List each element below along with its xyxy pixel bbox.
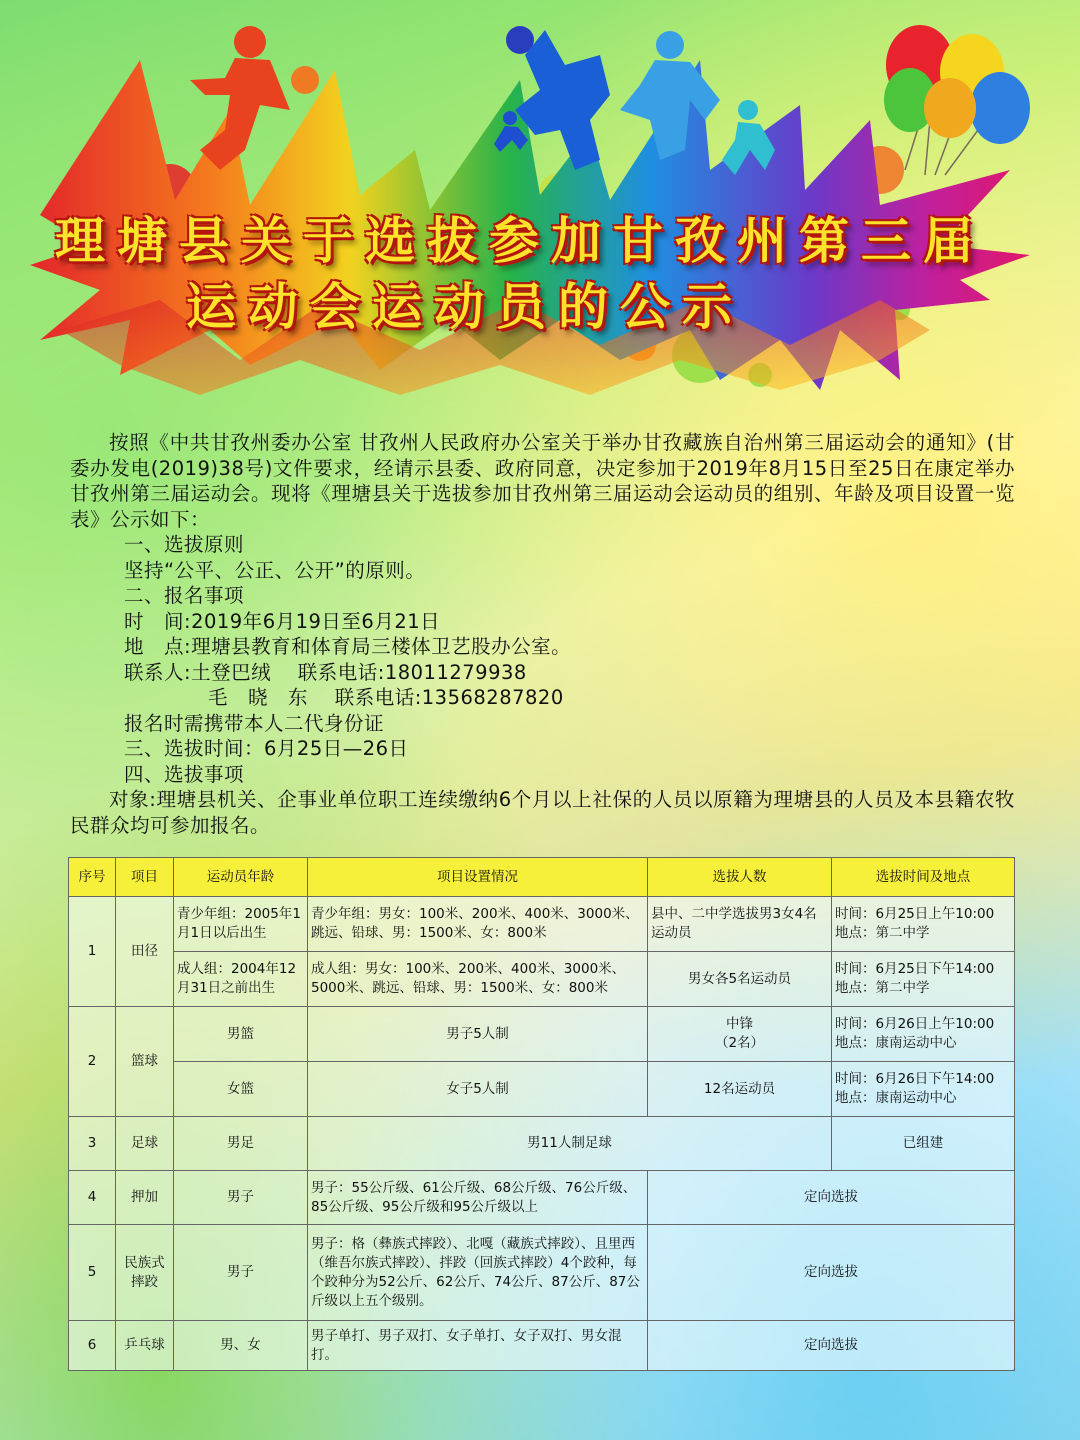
section-1-heading: 一、选拔原则 bbox=[124, 533, 245, 556]
contact-2: 毛 晓 东 联系电话:13568287820 bbox=[208, 686, 564, 709]
row-events: 成人组：男女：100米、200米、400米、3000米、5000米、跳远、铅球、男：1500米、女：800米 bbox=[308, 952, 648, 1007]
row-status: 已组建 bbox=[832, 1117, 1015, 1171]
row-events: 女子5人制 bbox=[308, 1062, 648, 1117]
section-4-heading: 四、选拔事项 bbox=[124, 762, 245, 786]
eligibility-text: 对象:理塘县机关、企事业单位职工连续缴纳6个月以上社保的人员以原籍为理塘县的人员及本县籍农牧民群众均可参加报名。 bbox=[70, 788, 1015, 837]
col-header-sport: 项目 bbox=[116, 858, 174, 897]
row-age: 男子 bbox=[174, 1225, 308, 1321]
row-time: 时间：6月25日下午14:00 bbox=[835, 961, 995, 977]
balloons bbox=[884, 25, 1030, 175]
row-sport: 乒乓球 bbox=[116, 1321, 174, 1371]
row-no: 4 bbox=[69, 1171, 116, 1225]
section-1-text: 坚持“公平、公正、公开”的原则。 bbox=[124, 558, 426, 582]
contact-1: 联系人:土登巴绒 联系电话:18011279938 bbox=[124, 660, 527, 684]
row-no: 5 bbox=[69, 1225, 116, 1321]
row-age: 男子 bbox=[174, 1171, 308, 1225]
row-count-line-1: 中锋 bbox=[726, 1016, 753, 1032]
selection-table-container bbox=[68, 857, 1014, 1371]
table-row bbox=[69, 1171, 1015, 1225]
col-header-no: 序号 bbox=[69, 858, 116, 897]
row-age: 成人组：2004年12月31日之前出生 bbox=[174, 952, 308, 1007]
row-age: 男、女 bbox=[174, 1321, 308, 1371]
row-place: 地点：第二中学 bbox=[835, 925, 930, 941]
col-header-time-place: 选拔时间及地点 bbox=[832, 858, 1015, 897]
registration-time: 时 间:2019年6月19日至6月21日 bbox=[124, 609, 441, 633]
col-header-events: 项目设置情况 bbox=[308, 858, 648, 897]
row-age: 男足 bbox=[174, 1117, 308, 1171]
table-row bbox=[69, 1062, 1015, 1117]
row-count: 12名运动员 bbox=[648, 1062, 832, 1117]
table-row bbox=[69, 897, 1015, 952]
row-count: 男女各5名运动员 bbox=[648, 952, 832, 1007]
row-time: 时间：6月25日上午10:00 bbox=[835, 906, 995, 922]
row-time-place bbox=[832, 952, 1015, 1007]
registration-place: 地 点:理塘县教育和体育局三楼体卫艺股办公室。 bbox=[124, 635, 572, 658]
table-row bbox=[69, 1321, 1015, 1371]
row-status: 定向选拔 bbox=[648, 1171, 1015, 1225]
row-no: 6 bbox=[69, 1321, 116, 1371]
poster-header bbox=[0, 0, 1080, 420]
row-sport: 足球 bbox=[116, 1117, 174, 1171]
row-no: 3 bbox=[69, 1117, 116, 1171]
title-line-1: 理塘县关于选拔参加甘孜州第三届 bbox=[55, 211, 985, 270]
poster-title bbox=[0, 208, 1080, 340]
table-row bbox=[69, 952, 1015, 1007]
row-count: 县中、二中学选拔男3女4名运动员 bbox=[648, 897, 832, 952]
row-count bbox=[648, 1007, 832, 1062]
title-line-2: 运动会运动员的公示 bbox=[186, 277, 744, 336]
table-header-row bbox=[69, 858, 1015, 897]
id-card-note: 报名时需携带本人二代身份证 bbox=[124, 711, 385, 735]
row-count-line-2: （2名） bbox=[714, 1035, 765, 1051]
row-events: 男子：55公斤级、61公斤级、68公斤级、76公斤级、85公斤级、95公斤级和95公斤级以上 bbox=[308, 1171, 648, 1225]
intro-paragraph: 按照《中共甘孜州委办公室 甘孜州人民政府办公室关于举办甘孜藏族自治州第三届运动会的通知》(甘委办发电(2019)38号)文件要求，经请示县委、政府同意，决定参加于2019年8月15日至25日在康定举办甘孜州第三届运动会。现将《理塘县关于选拔参加甘孜州第三届运动会运动员的组别、年龄及项目设置一览表》公示如下： bbox=[70, 431, 1015, 531]
row-events: 男子5人制 bbox=[308, 1007, 648, 1062]
table-row bbox=[69, 1225, 1015, 1321]
row-events: 男子单打、男子双打、女子单打、女子双打、男女混打。 bbox=[308, 1321, 648, 1371]
row-time: 时间：6月26日下午14:00 bbox=[835, 1071, 995, 1087]
col-header-age: 运动员年龄 bbox=[174, 858, 308, 897]
notice-body bbox=[70, 430, 1015, 838]
row-age: 女篮 bbox=[174, 1062, 308, 1117]
row-events: 男子：格（彝族式摔跤）、北嘎（藏族式摔跤）、且里西（维吾尔族式摔跤）、拌跤（回族式摔跤）4个跤种，每个跤种分为52公斤、62公斤、74公斤、87公斤、87公斤级以上五个级别。 bbox=[308, 1225, 648, 1321]
row-status: 定向选拔 bbox=[648, 1225, 1015, 1321]
row-status: 定向选拔 bbox=[648, 1321, 1015, 1371]
row-no: 2 bbox=[69, 1007, 116, 1117]
row-sport: 田径 bbox=[116, 897, 174, 1007]
row-time: 时间：6月26日上午10:00 bbox=[835, 1016, 995, 1032]
row-sport: 篮球 bbox=[116, 1007, 174, 1117]
row-events: 青少年组：男女：100米、200米、400米、3000米、跳远、铅球、男：1500米、女：800米 bbox=[308, 897, 648, 952]
row-age: 男篮 bbox=[174, 1007, 308, 1062]
table-row bbox=[69, 1117, 1015, 1171]
row-events: 男11人制足球 bbox=[308, 1117, 832, 1171]
row-age: 青少年组：2005年1月1日以后出生 bbox=[174, 897, 308, 952]
row-place: 地点：第二中学 bbox=[835, 980, 930, 996]
row-time-place bbox=[832, 897, 1015, 952]
row-sport: 押加 bbox=[116, 1171, 174, 1225]
col-header-count: 选拔人数 bbox=[648, 858, 832, 897]
row-place: 地点：康南运动中心 bbox=[835, 1090, 957, 1106]
row-place: 地点：康南运动中心 bbox=[835, 1035, 957, 1051]
selection-table bbox=[68, 857, 1015, 1371]
section-2-heading: 二、报名事项 bbox=[124, 584, 245, 607]
section-3-heading: 三、选拔时间：6月25日—26日 bbox=[124, 737, 409, 760]
row-time-place bbox=[832, 1062, 1015, 1117]
table-row bbox=[69, 1007, 1015, 1062]
row-no: 1 bbox=[69, 897, 116, 1007]
row-sport: 民族式摔跤 bbox=[116, 1225, 174, 1321]
row-time-place bbox=[832, 1007, 1015, 1062]
